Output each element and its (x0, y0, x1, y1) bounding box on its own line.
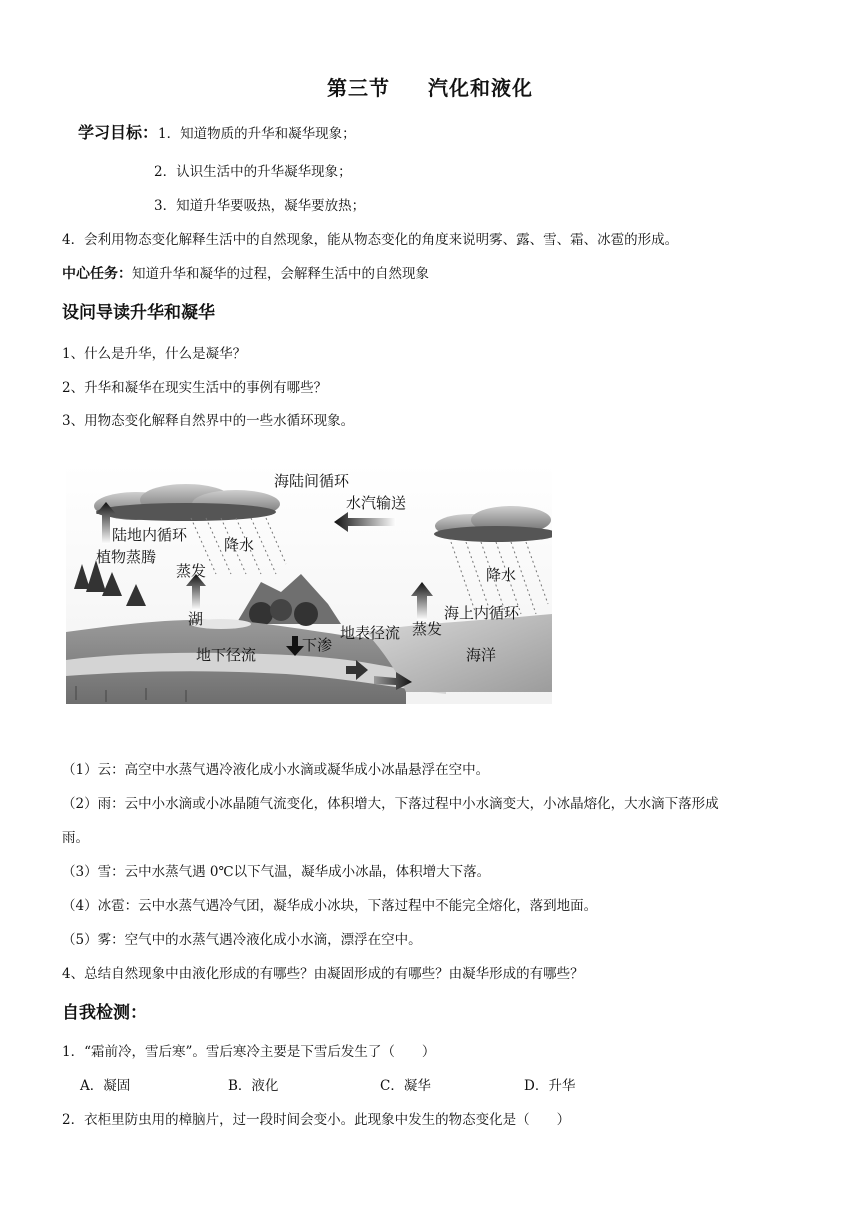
guide-question-1: 1、什么是升华，什么是凝华？ (62, 346, 247, 362)
label-ocean: 海洋 (466, 646, 497, 664)
label-infiltration: 下渗 (302, 636, 333, 654)
learning-goals (78, 120, 356, 143)
title-topic: 汽化和液化 (428, 76, 533, 100)
label-sea-land-cycle: 海陆间循环 (274, 472, 350, 490)
task-label: 中心任务： (62, 266, 132, 282)
explanation-fog: （5）雾：空气中的水蒸气遇冷液化成小水滴，漂浮在空中。 (62, 932, 422, 948)
guide-question-4: 4、总结自然现象中由液化形成的有哪些？由凝固形成的有哪些？由凝华形成的有哪些？ (62, 966, 584, 982)
selfcheck-heading: 自我检测： (62, 1003, 147, 1023)
label-sea-cycle: 海上内循环 (444, 604, 520, 622)
label-surface-runoff: 地表径流 (340, 624, 401, 642)
goal-item-3: 3．知道升华要吸热，凝华要放热； (154, 198, 366, 214)
guide-question-3: 3、用物态变化解释自然界中的一些水循环现象。 (62, 413, 355, 429)
label-evaporation-left: 蒸发 (176, 562, 207, 580)
page-title (0, 72, 860, 101)
label-vapor-transport: 水汽输送 (346, 494, 407, 512)
label-precipitation-left: 降水 (224, 536, 255, 554)
explanation-hail: （4）冰雹：云中水蒸气遇冷气团，凝华成小冰块，下落过程中不能完全熔化，落到地面。 (62, 898, 598, 914)
guide-heading: 设问导读升华和凝华 (62, 303, 215, 323)
label-lake: 湖 (188, 610, 204, 628)
water-cycle-diagram (66, 464, 552, 704)
goals-label: 学习目标： (78, 123, 159, 142)
explanation-rain-cont: 雨。 (62, 830, 89, 846)
q1-option-c: C．凝华 (380, 1078, 431, 1094)
selfcheck-q2: 2．衣柜里防虫用的樟脑片，过一段时间会变小。此现象中发生的物态变化是（ ） (62, 1112, 571, 1128)
q1-option-b: B．液化 (228, 1078, 279, 1094)
label-transpiration: 植物蒸腾 (96, 548, 157, 566)
task-text: 知道升华和凝华的过程，会解释生活中的自然现象 (132, 266, 429, 282)
label-land-cycle: 陆地内循环 (112, 526, 188, 544)
goal-item-1: 1．知道物质的升华和凝华现象； (158, 126, 356, 142)
explanation-rain: （2）雨：云中小水滴或小冰晶随气流变化，体积增大，下落过程中小水滴变大，小冰晶熔化，大水滴下落形成 (62, 796, 719, 812)
q1-option-d: D．升华 (524, 1078, 576, 1094)
q1-option-a: A．凝固 (80, 1078, 131, 1094)
explanation-cloud: （1）云：高空中水蒸气遇冷液化成小水滴或凝华成小冰晶悬浮在空中。 (62, 762, 490, 778)
goal-item-4: 4．会利用物态变化解释生活中的自然现象，能从物态变化的角度来说明雾、露、雪、霜、冰雹的形成。 (62, 232, 679, 248)
label-evaporation-right: 蒸发 (412, 620, 443, 638)
title-section: 第三节 (327, 76, 390, 100)
guide-question-2: 2、升华和凝华在现实生活中的事例有哪些？ (62, 380, 328, 396)
label-groundwater-runoff: 地下径流 (196, 646, 257, 664)
central-task (62, 262, 429, 283)
goal-item-2: 2．认识生活中的升华凝华现象； (154, 164, 352, 180)
explanation-snow: （3）雪：云中水蒸气遇 0℃以下气温，凝华成小冰晶，体积增大下落。 (62, 864, 491, 880)
selfcheck-q1: 1．“霜前冷，雪后寒”。雪后寒冷主要是下雪后发生了（ ） (62, 1044, 436, 1060)
label-precipitation-right: 降水 (486, 566, 517, 584)
